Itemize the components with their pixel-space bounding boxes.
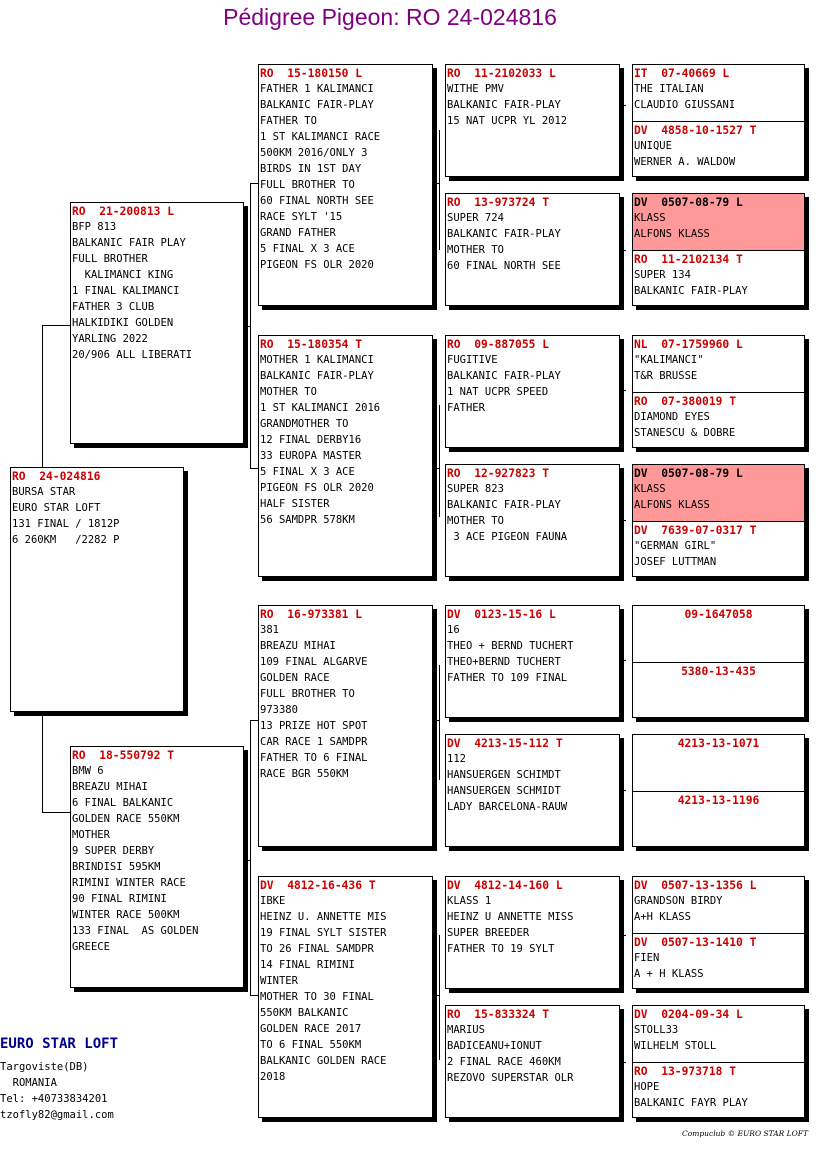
info-line: BALKANIC FAIR-PLAY (634, 285, 748, 297)
page-title: Pédigree Pigeon: RO 24-024816 (223, 4, 557, 30)
info-line: KLASS (634, 212, 666, 224)
ring-number: NL 07-1759960 L (634, 338, 743, 351)
info-line: GRANDMOTHER TO (260, 418, 349, 430)
info-line: 109 FINAL ALGARVE (260, 656, 368, 668)
info-line: 1 ST KALIMANCI 2016 (260, 402, 381, 414)
ring-number: DV 4812-16-436 T (260, 879, 376, 892)
info-line: A + H KLASS (634, 968, 704, 980)
pigeon-card-gen3[interactable] (445, 876, 620, 989)
info-line: 3 ACE PIGEON FAUNA (447, 531, 568, 543)
pigeon-card-gen4[interactable] (632, 392, 805, 448)
info-line: BALKANIC FAIR-PLAY (260, 370, 374, 382)
loft-phone: Tel: +40733834201 (0, 1093, 108, 1105)
info-line: MOTHER 1 KALIMANCI (260, 354, 374, 366)
loft-address: Targoviste(DB) (0, 1061, 89, 1073)
info-line: BALKANIC FAIR-PLAY (447, 499, 561, 511)
info-line: 60 FINAL NORTH SEE (260, 195, 374, 207)
pigeon-card-gen4[interactable] (632, 662, 805, 718)
info-line: WINTER RACE 500KM (72, 909, 180, 921)
connector (42, 812, 70, 813)
info-line: HEINZ U ANNETTE MISS (447, 911, 574, 923)
info-line: BALKANIC GOLDEN RACE (260, 1055, 387, 1067)
pigeon-card-gen2[interactable] (258, 335, 433, 577)
connector (620, 1062, 626, 1063)
pigeon-card-gen4[interactable] (632, 521, 805, 577)
info-line: 1 ST KALIMANCI RACE (260, 131, 381, 143)
connector (42, 712, 43, 812)
info-line: KLASS (634, 483, 666, 495)
info-line: 19 FINAL SYLT SISTER (260, 927, 387, 939)
info-line: BIRDS IN 1ST DAY (260, 163, 362, 175)
connector (620, 790, 626, 791)
info-line: CAR RACE 1 SAMDPR (260, 736, 368, 748)
info-line: 1 NAT UCPR SPEED (447, 386, 549, 398)
ring-number: RO 11-2102134 T (634, 253, 743, 266)
info-line: BALKANIC FAIR-PLAY (447, 99, 561, 111)
ring-number: 09-1647058 (684, 608, 753, 621)
info-line: FATHER TO 19 SYLT (447, 943, 555, 955)
info-line: HANSUERGEN SCHIMDT (447, 769, 561, 781)
info-line: GRAND FATHER (260, 227, 336, 239)
info-line: 6 260KM /2282 P (12, 534, 120, 546)
info-line: 1 FINAL KALIMANCI (72, 285, 180, 297)
pigeon-card-gen2[interactable] (258, 64, 433, 306)
info-line: GRANDSON BIRDY (634, 895, 723, 907)
ring-number: 5380-13-435 (681, 665, 756, 678)
loft-name: EURO STAR LOFT (0, 1036, 119, 1052)
connector (620, 935, 626, 936)
ring-number: RO 13-973724 T (447, 196, 550, 209)
ring-number: RO 18-550792 T (72, 749, 175, 762)
pigeon-card-gen3[interactable] (445, 193, 620, 306)
info-line: HOPE (634, 1081, 660, 1093)
info-line: BADICEANU+IONUT (447, 1040, 542, 1052)
info-line: TO 26 FINAL SAMDPR (260, 943, 374, 955)
ring-number: DV 0123-15-16 L (447, 608, 556, 621)
info-line: HEINZ U. ANNETTE MIS (260, 911, 387, 923)
info-line: IBKE (260, 895, 286, 907)
connector (250, 183, 251, 468)
info-line: 973380 (260, 704, 298, 716)
ring-number: DV 0507-13-1356 L (634, 879, 757, 892)
info-line: FIEN (634, 952, 660, 964)
info-line: BALKANIC FAYR PLAY (634, 1097, 748, 1109)
info-line: RACE SYLT '15 (260, 211, 343, 223)
info-line: 131 FINAL / 1812P (12, 518, 120, 530)
info-line: GOLDEN RACE 550KM (72, 813, 180, 825)
info-line: FATHER 1 KALIMANCI (260, 83, 374, 95)
info-line: GREECE (72, 941, 110, 953)
connector (620, 250, 626, 251)
info-line: MOTHER TO (447, 244, 504, 256)
info-line: SUPER BREEDER (447, 927, 530, 939)
info-line: EURO STAR LOFT (12, 502, 101, 514)
info-line: 13 PRIZE HOT SPOT (260, 720, 368, 732)
pigeon-card-gen3[interactable] (445, 605, 620, 718)
info-line: "KALIMANCI" (634, 354, 704, 366)
info-line: JOSEF LUTTMAN (634, 556, 717, 568)
info-line: 12 FINAL DERBY16 (260, 434, 362, 446)
connector (439, 665, 440, 780)
info-line: HALF SISTER (260, 498, 330, 510)
info-line: "GERMAN GIRL" (634, 540, 717, 552)
info-line: BALKANIC FAIR PLAY (72, 237, 186, 249)
info-line: BREAZU MIHAI (72, 781, 148, 793)
pigeon-card-gen4[interactable] (632, 605, 805, 663)
pigeon-card-gen3[interactable] (445, 335, 620, 448)
info-line: 56 SAMDPR 578KM (260, 514, 355, 526)
pigeon-card-gen4[interactable] (632, 121, 805, 177)
info-line: KLASS 1 (447, 895, 492, 907)
info-line: 381 (260, 624, 279, 636)
info-line: 15 NAT UCPR YL 2012 (447, 115, 568, 127)
connector (250, 183, 258, 184)
info-line: KALIMANCI KING (72, 269, 174, 281)
ring-number: RO 13-973718 T (634, 1065, 737, 1078)
info-line: FUGITIVE (447, 354, 498, 366)
info-line: ALFONS KLASS (634, 499, 710, 511)
ring-number: 4213-13-1071 (677, 737, 760, 750)
info-line: MOTHER (72, 829, 110, 841)
info-line: MARIUS (447, 1024, 485, 1036)
pigeon-card-gen4[interactable] (632, 791, 805, 847)
footer-credit: Compuclub © EURO STAR LOFT (682, 1129, 808, 1138)
connector (250, 468, 258, 469)
ring-number: RO 21-200813 L (72, 205, 175, 218)
info-line: 500KM 2016/ONLY 3 (260, 147, 368, 159)
info-line: FULL BROTHER TO (260, 688, 355, 700)
info-line: 5 FINAL X 3 ACE (260, 466, 355, 478)
info-line: PIGEON FS OLR 2020 (260, 259, 374, 271)
info-line: 90 FINAL RIMINI (72, 893, 167, 905)
pigeon-card-gen4[interactable] (632, 335, 805, 393)
pigeon-card-dam[interactable] (70, 746, 244, 988)
info-line: FATHER 3 CLUB (72, 301, 155, 313)
info-line: BREAZU MIHAI (260, 640, 336, 652)
info-line: PIGEON FS OLR 2020 (260, 482, 374, 494)
loft-country: ROMANIA (0, 1077, 57, 1089)
ring-number: RO 12-927823 T (447, 467, 550, 480)
ring-number: RO 07-380019 T (634, 395, 737, 408)
info-line: 5 FINAL X 3 ACE (260, 243, 355, 255)
pigeon-card-gen3[interactable] (445, 464, 620, 577)
info-line: BRINDISI 595KM (72, 861, 161, 873)
info-line: BURSA STAR (12, 486, 76, 498)
ring-number: DV 0507-13-1410 T (634, 936, 757, 949)
info-line: 16 (447, 624, 460, 636)
info-line: THEO+BERND TUCHERT (447, 656, 561, 668)
info-line: ALFONS KLASS (634, 228, 710, 240)
ring-number: RO 15-833324 T (447, 1008, 550, 1021)
ring-number: RO 11-2102033 L (447, 67, 556, 80)
connector (620, 660, 626, 661)
ring-number: RO 15-180150 L (260, 67, 363, 80)
ring-number: DV 4213-15-112 T (447, 737, 563, 750)
info-line: RACE BGR 550KM (260, 768, 349, 780)
info-line: SUPER 134 (634, 269, 691, 281)
pigeon-card-gen4[interactable] (632, 1062, 805, 1118)
pigeon-card-gen4[interactable] (632, 1005, 805, 1063)
info-line: 60 FINAL NORTH SEE (447, 260, 561, 272)
info-line: GOLDEN RACE 2017 (260, 1023, 362, 1035)
ring-number: RO 15-180354 T (260, 338, 363, 351)
info-line: YARLING 2022 (72, 333, 148, 345)
pigeon-card-gen4[interactable] (632, 250, 805, 306)
info-line: BALKANIC FAIR-PLAY (447, 228, 561, 240)
pigeon-card-sire[interactable] (70, 202, 244, 444)
connector (620, 390, 626, 391)
info-line: WITHE PMV (447, 83, 504, 95)
pigeon-card-subject[interactable] (10, 467, 184, 712)
info-line: BFP 813 (72, 221, 117, 233)
info-line: MOTHER TO (260, 386, 317, 398)
info-line: REZOVO SUPERSTAR OLR (447, 1072, 574, 1084)
info-line: BALKANIC FAIR-PLAY (260, 99, 374, 111)
info-line: 6 FINAL BALKANIC (72, 797, 174, 809)
pigeon-card-gen4[interactable] (632, 64, 805, 122)
info-line: T&R BRUSSE (634, 370, 698, 382)
info-line: GOLDEN RACE (260, 672, 330, 684)
info-line: 550KM BALKANIC (260, 1007, 349, 1019)
pigeon-card-gen4-highlighted[interactable] (632, 193, 805, 251)
info-line: FULL BROTHER TO (260, 179, 355, 191)
connector (42, 325, 43, 468)
info-line: CLAUDIO GIUSSANI (634, 99, 736, 111)
ring-number: DV 0507-08-79 L (634, 467, 743, 480)
ring-number: RO 24-024816 (12, 470, 101, 483)
info-line: UNIQUE (634, 140, 672, 152)
loft-email[interactable]: tzofly82@gmail.com (0, 1109, 114, 1121)
ring-number: DV 0204-09-34 L (634, 1008, 743, 1021)
pigeon-card-gen4-highlighted[interactable] (632, 464, 805, 522)
info-line: HANSUERGEN SCHMIDT (447, 785, 561, 797)
connector (42, 325, 70, 326)
info-line: RIMINI WINTER RACE (72, 877, 186, 889)
connector (620, 105, 626, 106)
info-line: HALKIDIKI GOLDEN (72, 317, 174, 329)
info-line: STOLL33 (634, 1024, 679, 1036)
info-line: STANESCU & DOBRE (634, 427, 736, 439)
connector (439, 935, 440, 1060)
info-line: DIAMOND EYES (634, 411, 710, 423)
info-line: FATHER TO (260, 115, 317, 127)
ring-number: 4213-13-1196 (677, 794, 760, 807)
info-line: FATHER (447, 402, 485, 414)
ring-number: IT 07-40669 L (634, 67, 730, 80)
info-line: 133 FINAL AS GOLDEN (72, 925, 199, 937)
info-line: SUPER 823 (447, 483, 504, 495)
info-line: 33 EUROPA MASTER (260, 450, 362, 462)
ring-number: DV 7639-07-0317 T (634, 524, 757, 537)
info-line: SUPER 724 (447, 212, 504, 224)
info-line: A+H KLASS (634, 911, 691, 923)
info-line: 2 FINAL RACE 460KM (447, 1056, 561, 1068)
pigeon-card-gen4[interactable] (632, 876, 805, 934)
info-line: 9 SUPER DERBY (72, 845, 155, 857)
info-line: 14 FINAL RIMINI (260, 959, 355, 971)
ring-number: DV 4858-10-1527 T (634, 124, 757, 137)
pigeon-card-gen4[interactable] (632, 734, 805, 792)
info-line: 2018 (260, 1071, 286, 1083)
pigeon-card-gen4[interactable] (632, 933, 805, 989)
connector (439, 130, 440, 250)
info-line: FATHER TO 6 FINAL (260, 752, 368, 764)
connector (250, 995, 258, 996)
info-line: LADY BARCELONA-RAUW (447, 801, 568, 813)
info-line: FULL BROTHER (72, 253, 148, 265)
info-line: FATHER TO 109 FINAL (447, 672, 568, 684)
ring-number: DV 4812-14-160 L (447, 879, 563, 892)
pigeon-card-gen3[interactable] (445, 64, 620, 177)
pigeon-card-gen3[interactable] (445, 1005, 620, 1118)
info-line: THEO + BERND TUCHERT (447, 640, 574, 652)
info-line: TO 6 FINAL 550KM (260, 1039, 362, 1051)
ring-number: RO 16-973381 L (260, 608, 363, 621)
connector (250, 720, 258, 721)
info-line: 112 (447, 753, 466, 765)
pigeon-card-gen2[interactable] (258, 876, 433, 1118)
info-line: WERNER A. WALDOW (634, 156, 736, 168)
info-line: WILHELM STOLL (634, 1040, 717, 1052)
pigeon-card-gen3[interactable] (445, 734, 620, 847)
ring-number: DV 0507-08-79 L (634, 196, 743, 209)
info-line: THE ITALIAN (634, 83, 704, 95)
ring-number: RO 09-887055 L (447, 338, 550, 351)
info-line: 20/906 ALL LIBERATI (72, 349, 193, 361)
connector (250, 720, 251, 995)
connector (620, 520, 626, 521)
info-line: BALKANIC FAIR-PLAY (447, 370, 561, 382)
info-line: MOTHER TO 30 FINAL (260, 991, 374, 1003)
info-line: MOTHER TO (447, 515, 504, 527)
connector (439, 405, 440, 517)
pigeon-card-gen2[interactable] (258, 605, 433, 847)
info-line: WINTER (260, 975, 298, 987)
info-line: BMW 6 (72, 765, 104, 777)
